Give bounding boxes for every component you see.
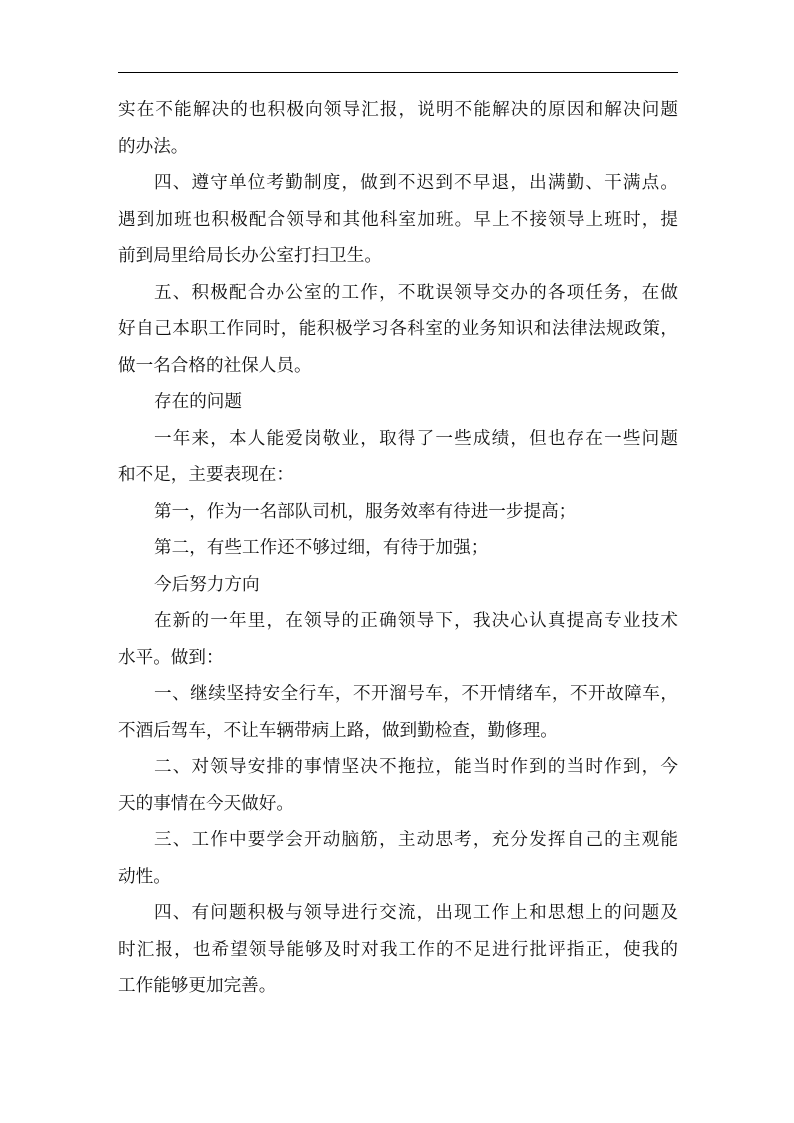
text-line: 好自己本职工作同时，能积极学习各科室的业务知识和法律法规政策，	[118, 319, 678, 339]
text-line: 遇到加班也积极配合领导和其他科室加班。早上不接领导上班时，提	[118, 209, 678, 230]
text-line: 第一，作为一名部队司机，服务效率有待进一步提高；	[154, 501, 577, 522]
text-line: 在新的一年里，在领导的正确领导下，我决心认真提高专业技术	[154, 611, 678, 631]
document-body	[118, 92, 678, 1005]
text-line: 前到局里给局长办公室打扫卫生。	[118, 246, 382, 266]
text-line: 五、积极配合办公室的工作，不耽误领导交办的各项任务，在做	[154, 282, 678, 303]
text-line: 和不足，主要表现在：	[118, 465, 294, 485]
text-line: 一年来，本人能爱岗敬业，取得了一些成绩，但也存在一些问题	[154, 428, 678, 449]
text-line: 工作能够更加完善。	[118, 976, 277, 996]
text-line: 一、继续坚持安全行车，不开溜号车，不开情绪车，不开故障车，	[154, 684, 678, 704]
text-line: 动性。	[118, 866, 171, 887]
text-line: 二、对领导安排的事情坚决不拖拉，能当时作到的当时作到，今	[154, 757, 678, 777]
text-line: 的办法。	[118, 136, 189, 157]
header-divider	[118, 72, 678, 73]
text-line: 不酒后驾车，不让车辆带病上路，做到勤检查，勤修理。	[118, 720, 558, 741]
section-heading: 存在的问题	[154, 392, 242, 412]
text-line: 四、遵守单位考勤制度，做到不迟到不早退，出满勤、干满点。	[154, 173, 678, 193]
text-line: 天的事情在今天做好。	[118, 793, 294, 814]
text-line: 四、有问题积极与领导进行交流，出现工作上和思想上的问题及	[154, 903, 678, 923]
text-line: 第二，有些工作还不够过细，有待于加强；	[154, 538, 489, 558]
text-line: 水平。做到：	[118, 647, 224, 668]
text-line: 实在不能解决的也积极向领导汇报，说明不能解决的原因和解决问题	[118, 100, 678, 120]
section-heading: 今后努力方向	[154, 574, 260, 595]
text-line: 做一名合格的社保人员。	[118, 355, 312, 376]
text-line: 三、工作中要学会开动脑筋，主动思考，充分发挥自己的主观能	[154, 830, 678, 850]
text-line: 时汇报，也希望领导能够及时对我工作的不足进行批评指正，使我的	[118, 939, 678, 960]
